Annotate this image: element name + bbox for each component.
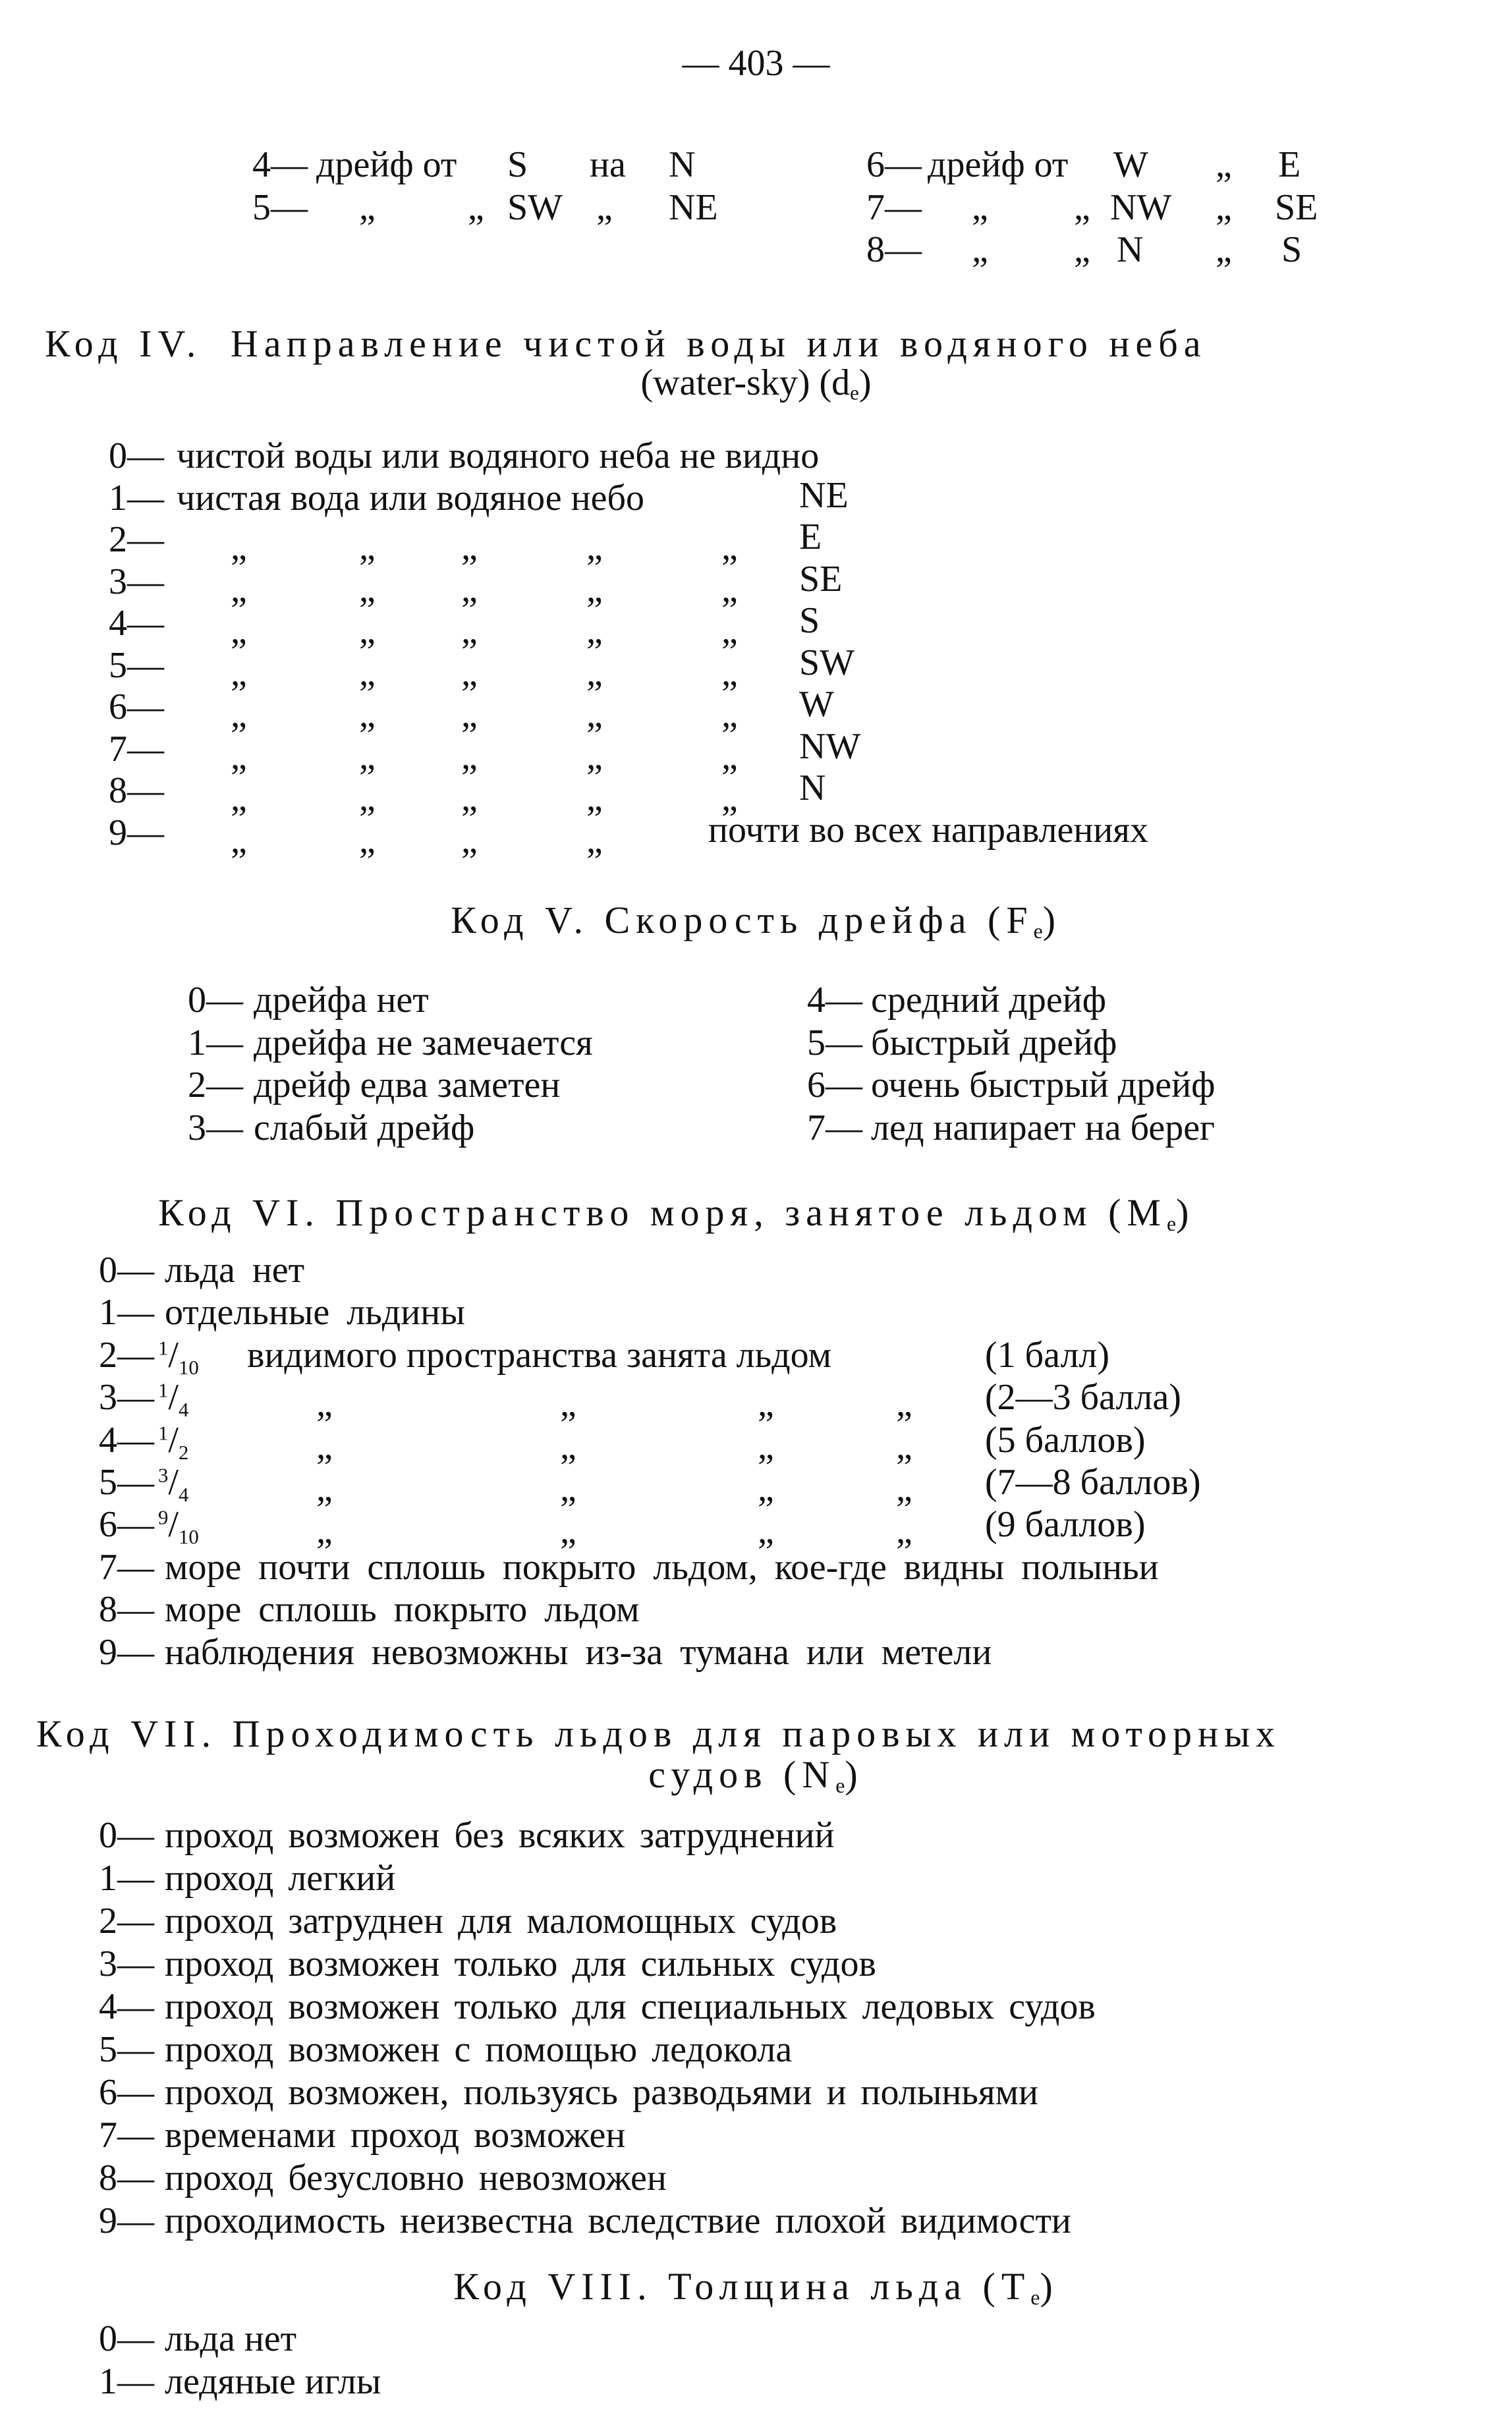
ditto-mark: „ <box>721 569 738 610</box>
item-text: временами проход возможен <box>165 2115 626 2156</box>
item-text: проход безусловно невозможен <box>165 2158 667 2198</box>
heading-end: ) <box>1042 899 1062 941</box>
item-text: чистой воды или водяного неба не видно <box>177 435 820 476</box>
section-heading <box>158 1191 1195 1235</box>
code-label: 6— <box>99 1504 154 1545</box>
ditto-mark: „ <box>586 611 603 652</box>
direction-label: NW <box>799 726 861 767</box>
ditto-mark: „ <box>560 1468 576 1509</box>
code-label: 7— <box>99 2115 154 2156</box>
ditto-mark: „ <box>586 694 603 735</box>
heading-text: Код VIII. Толщина льда (T <box>453 2265 1031 2308</box>
code-label: 3— <box>109 561 164 602</box>
item-text: очень быстрый дрейф <box>871 1065 1216 1105</box>
heading-end: ) <box>1040 2265 1059 2308</box>
code-label: 2— <box>109 519 164 560</box>
ditto-mark: „ <box>359 611 376 652</box>
ditto-mark: „ <box>972 229 988 270</box>
ditto-mark: „ <box>721 737 738 777</box>
item-text: проход легкий <box>165 1858 396 1899</box>
drift-text: дрейф от <box>316 144 457 185</box>
direction-label: NE <box>799 475 849 516</box>
item-text: наблюдения невозможны из-за тумана или метели <box>165 1632 992 1673</box>
section-heading <box>0 901 1512 942</box>
code-label: 8— <box>866 229 922 270</box>
code-label: 3— <box>99 1377 154 1418</box>
item-text: отдельные льдины <box>165 1292 465 1333</box>
ditto-mark: „ <box>359 778 376 819</box>
ditto-mark: „ <box>461 778 478 819</box>
code-label: 7— <box>99 1547 154 1588</box>
score-label: (9 баллов) <box>985 1504 1146 1545</box>
item-text: льда нет <box>165 1250 305 1291</box>
score-label: (1 балл) <box>985 1335 1110 1376</box>
fraction-numerator: 3 <box>158 1464 169 1487</box>
ditto-mark: „ <box>359 187 376 228</box>
ditto-mark: „ <box>896 1511 912 1551</box>
fraction-denominator: 2 <box>178 1441 189 1464</box>
code-label: 3— <box>188 1107 243 1148</box>
ditto-mark: „ <box>896 1383 912 1424</box>
drift-from: NW <box>1110 187 1172 228</box>
section-heading: Код VII. Проходимость льдов для паровых или моторных <box>36 1712 1281 1755</box>
code-label: 1— <box>99 1292 154 1333</box>
code-label: 9— <box>99 1632 154 1673</box>
ditto-mark: „ <box>316 1468 333 1509</box>
code-label: 7— <box>109 729 164 769</box>
fraction-numerator: 1 <box>158 1337 169 1360</box>
code-label: 4— <box>99 1420 154 1461</box>
subheading-text: (water-sky) (d <box>640 362 851 403</box>
fraction <box>158 1464 188 1505</box>
drift-to: SE <box>1275 187 1318 228</box>
ditto-mark: „ <box>721 653 738 694</box>
ditto-mark: „ <box>896 1468 912 1509</box>
code-label: 0— <box>99 1250 154 1291</box>
ditto-mark: „ <box>461 820 478 861</box>
item-text: средний дрейф <box>871 980 1106 1020</box>
heading-text: Направление чистой воды или водяного неба <box>230 322 1207 365</box>
subscript: e <box>835 1774 845 1797</box>
score-label: (2—3 балла) <box>985 1377 1181 1418</box>
code-label: 6— <box>99 2072 154 2113</box>
item-text: слабый дрейф <box>254 1107 475 1148</box>
ditto-mark: „ <box>461 569 478 610</box>
code-label: 8— <box>99 2158 154 2198</box>
ditto-mark: „ <box>758 1511 774 1551</box>
code-label: 1— <box>109 478 164 518</box>
direction-label: N <box>799 768 826 808</box>
ditto-mark: „ <box>461 694 478 735</box>
item-text: ледяные иглы <box>165 2361 381 2402</box>
fraction-slash: / <box>168 1377 179 1418</box>
item-text: дрейф едва заметен <box>254 1065 561 1105</box>
item-text: проход возможен только для специальных ледовых судов <box>165 1986 1096 2027</box>
code-label: 2— <box>188 1065 243 1105</box>
fraction-slash: / <box>168 1335 179 1376</box>
drift-mid: на <box>590 144 626 185</box>
ditto-mark: „ <box>316 1511 333 1551</box>
ditto-mark: „ <box>359 569 376 610</box>
code-label: 4— <box>252 144 308 185</box>
item-text: видимого пространства занята льдом <box>247 1335 832 1376</box>
item-text: проход затруднен для маломощных судов <box>165 1901 837 1942</box>
fraction-denominator: 10 <box>178 1356 199 1379</box>
ditto-mark: „ <box>586 527 603 568</box>
section-heading <box>0 2265 1512 2309</box>
item-text: проход возможен, пользуясь разводьями и полыньями <box>165 2072 1039 2113</box>
code-label: 3— <box>99 1943 154 1984</box>
code-label: 7— <box>807 1107 862 1148</box>
heading-text: Код VI. Пространство моря, занятое льдом (M <box>158 1191 1167 1234</box>
code-label: 5— <box>252 187 308 228</box>
ditto-mark: „ <box>359 737 376 777</box>
code-label: 4— <box>109 603 164 644</box>
code-label: 1— <box>99 2361 154 2402</box>
ditto-mark: „ <box>1216 144 1232 185</box>
heading-end: ) <box>1176 1191 1195 1234</box>
ditto-mark: „ <box>231 778 247 819</box>
ditto-mark: „ <box>721 778 738 819</box>
ditto-mark: „ <box>721 527 738 568</box>
subscript: e <box>1167 1212 1177 1235</box>
code-label: 6— <box>109 686 164 727</box>
fraction-denominator: 4 <box>178 1398 189 1421</box>
code-label: 9— <box>109 812 164 853</box>
code-label: 2— <box>99 1901 154 1942</box>
fraction-slash: / <box>168 1504 179 1545</box>
code-label: 0— <box>99 1815 154 1856</box>
ditto-mark: „ <box>316 1383 333 1424</box>
item-text: проходимость неизвестна вследствие плохой видимости <box>165 2200 1071 2241</box>
ditto-mark: „ <box>1074 229 1090 270</box>
ditto-mark: „ <box>586 653 603 694</box>
ditto-mark: „ <box>359 653 376 694</box>
code-label: 1— <box>188 1022 243 1063</box>
ditto-mark: „ <box>359 694 376 735</box>
ditto-mark: „ <box>461 653 478 694</box>
drift-to: NE <box>669 187 718 228</box>
code-label: 8— <box>109 770 164 811</box>
direction-label: S <box>799 600 820 641</box>
fraction <box>158 1422 188 1463</box>
subheading-end: ) <box>845 1753 864 1796</box>
ditto-mark: „ <box>758 1383 774 1424</box>
ditto-mark: „ <box>231 694 247 735</box>
fraction-slash: / <box>168 1420 179 1461</box>
fraction <box>158 1337 199 1378</box>
code-label: 6— <box>866 144 922 185</box>
item-text: лед напирает на берег <box>871 1107 1216 1148</box>
item-text: проход возможен без всяких затруднений <box>165 1815 835 1856</box>
ditto-mark: „ <box>721 611 738 652</box>
drift-from: SW <box>507 187 563 228</box>
item-text: проход возможен с помощью ледокола <box>165 2029 793 2070</box>
ditto-mark: „ <box>316 1426 333 1467</box>
ditto-mark: „ <box>461 737 478 777</box>
ditto-mark: „ <box>359 820 376 861</box>
heading-prefix: Код IV. <box>45 322 202 365</box>
ditto-mark: „ <box>596 187 613 228</box>
code-label: 7— <box>866 187 922 228</box>
ditto-mark: „ <box>721 694 738 735</box>
ditto-mark: „ <box>461 611 478 652</box>
code-label: 2— <box>99 1335 154 1376</box>
ditto-mark: „ <box>972 187 988 228</box>
drift-from: W <box>1113 144 1148 185</box>
code-label: 5— <box>109 645 164 686</box>
code-label: 4— <box>807 980 862 1020</box>
score-label: (5 баллов) <box>985 1420 1146 1461</box>
item-text: чистая вода или водяное небо <box>177 478 644 518</box>
ditto-mark: „ <box>586 569 603 610</box>
drift-to: E <box>1278 144 1301 185</box>
section-heading <box>45 322 1207 365</box>
drift-to: N <box>669 144 696 185</box>
item-text: море сплошь покрыто льдом <box>165 1589 640 1630</box>
direction-label: почти во всех направлениях <box>708 810 1149 851</box>
drift-text: дрейф от <box>928 144 1069 185</box>
direction-label: SE <box>799 559 843 600</box>
item-text: море почти сплошь покрыто льдом, кое-где видны полыньи <box>165 1547 1159 1588</box>
subheading-text: судов (N <box>648 1753 836 1796</box>
ditto-mark: „ <box>758 1468 774 1509</box>
item-text: дрейфа нет <box>254 980 429 1020</box>
ditto-mark: „ <box>1216 187 1232 228</box>
ditto-mark: „ <box>231 737 247 777</box>
fraction-denominator: 4 <box>178 1483 189 1506</box>
code-label: 0— <box>99 2318 154 2359</box>
ditto-mark: „ <box>758 1426 774 1467</box>
code-label: 0— <box>188 980 243 1020</box>
direction-label: W <box>799 684 834 725</box>
code-label: 1— <box>99 1858 154 1899</box>
drift-from: S <box>507 144 528 185</box>
drift-to: S <box>1281 229 1302 270</box>
ditto-mark: „ <box>560 1511 576 1551</box>
section-subheading <box>0 1753 1512 1797</box>
section-subheading <box>0 364 1512 403</box>
direction-label: SW <box>799 642 854 683</box>
fraction <box>158 1379 188 1420</box>
code-label: 9— <box>99 2200 154 2241</box>
subheading-end: ) <box>858 362 872 403</box>
ditto-mark: „ <box>231 611 247 652</box>
fraction-numerator: 1 <box>158 1422 169 1445</box>
ditto-mark: „ <box>231 527 247 568</box>
item-text: проход возможен только для сильных судов <box>165 1943 876 1984</box>
code-label: 8— <box>99 1589 154 1630</box>
ditto-mark: „ <box>896 1426 912 1467</box>
code-label: 5— <box>807 1022 862 1063</box>
code-label: 6— <box>807 1065 862 1105</box>
fraction-numerator: 9 <box>158 1506 169 1529</box>
code-label: 5— <box>99 2029 154 2070</box>
ditto-mark: „ <box>560 1383 576 1424</box>
ditto-mark: „ <box>231 653 247 694</box>
ditto-mark: „ <box>461 527 478 568</box>
ditto-mark: „ <box>1216 229 1232 270</box>
ditto-mark: „ <box>231 569 247 610</box>
ditto-mark: „ <box>359 527 376 568</box>
fraction-numerator: 1 <box>158 1379 169 1402</box>
heading-text: Код V. Скорость дрейфа (F <box>450 899 1034 941</box>
subscript: e <box>850 381 859 405</box>
code-label: 5— <box>99 1462 154 1503</box>
subscript: e <box>1030 2285 1040 2309</box>
ditto-mark: „ <box>586 737 603 777</box>
ditto-mark: „ <box>1074 187 1090 228</box>
ditto-mark: „ <box>231 820 247 861</box>
ditto-mark: „ <box>560 1426 576 1467</box>
fraction-denominator: 10 <box>178 1525 199 1548</box>
item-text: быстрый дрейф <box>871 1022 1117 1063</box>
ditto-mark: „ <box>586 778 603 819</box>
code-label: 4— <box>99 1986 154 2027</box>
ditto-mark: „ <box>468 187 484 228</box>
drift-from: N <box>1117 229 1144 270</box>
code-label: 0— <box>109 435 164 476</box>
score-label: (7—8 баллов) <box>985 1462 1201 1503</box>
fraction-slash: / <box>168 1462 179 1503</box>
fraction <box>158 1506 199 1548</box>
subscript: e <box>1033 919 1043 943</box>
item-text: льда нет <box>165 2318 297 2359</box>
page-number: — 403 — <box>682 43 830 84</box>
ditto-mark: „ <box>586 820 603 861</box>
item-text: дрейфа не замечается <box>254 1022 593 1063</box>
direction-label: E <box>799 517 822 557</box>
